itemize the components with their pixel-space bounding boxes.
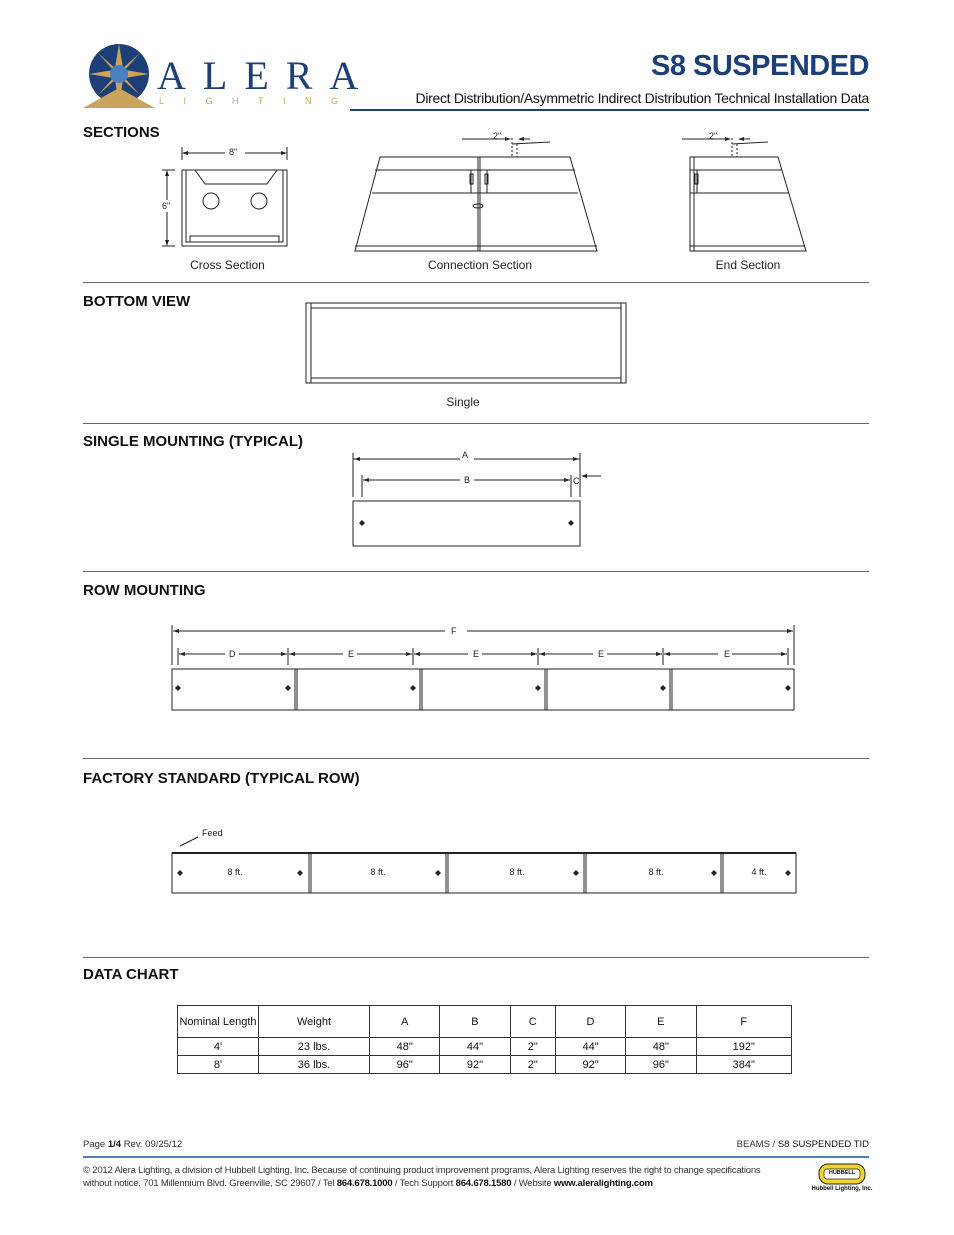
table-cell: 44" [440,1038,510,1056]
single-mounting-title: SINGLE MOUNTING (TYPICAL) [83,433,303,450]
table-header: Weight [259,1006,370,1038]
page-prefix: Page [83,1139,106,1150]
table-cell: 4' [178,1038,259,1056]
dim-height: 6" [162,201,171,211]
hubbell-badge-text: HUBBELL [828,1170,856,1176]
table-cell: 384" [696,1056,792,1074]
table-cell: 2" [510,1056,555,1074]
dim-d: D [229,649,236,659]
divider [83,957,869,958]
data-chart-table [177,1005,792,1074]
table-header: Nominal Length [178,1006,259,1038]
footer-rule [83,1156,869,1158]
segment-label: 8 ft. [648,867,664,877]
website-link[interactable]: www.aleralighting.com [553,1178,653,1189]
table-row [178,1056,792,1074]
dim-c: C [573,476,580,486]
table-cell: 48" [626,1038,696,1056]
connection-section-drawing [350,130,605,255]
dim-width: 8" [229,147,238,157]
end-section-label: End Section [715,258,781,272]
legal-line-1: © 2012 Alera Lighting, a division of Hubbell Lighting, Inc. Because of continuing product improvement programs, Alera Lighting reserves the right to change specifications [83,1165,761,1176]
row-mounting-drawing [165,620,805,715]
tech-label: / Tech Support [394,1178,454,1189]
divider [83,282,869,283]
segment-label: 4 ft. [751,867,767,877]
sections-title: SECTIONS [83,124,160,141]
cross-section-drawing [155,140,300,255]
dim-b: B [464,475,471,485]
table-header: D [555,1006,625,1038]
table-cell: 2" [510,1038,555,1056]
divider [83,571,869,572]
dim-e: E [473,649,480,659]
factory-title: FACTORY STANDARD (TYPICAL ROW) [83,770,360,787]
factory-row-drawing [170,825,800,895]
single-mounting-drawing [345,445,605,550]
doc-id [737,1139,869,1150]
dim-end: 2" [709,131,718,141]
tel-number: 864.678.1000 [336,1178,393,1189]
alera-logo [83,38,376,110]
table-header-row [178,1006,792,1038]
doc-name: S8 SUSPENDED TID [777,1139,869,1150]
table-row [178,1038,792,1056]
table-cell: 92" [555,1056,625,1074]
dim-e: E [598,649,605,659]
revision: Rev. 09/25/12 [123,1139,183,1150]
feed-label: Feed [202,828,223,838]
table-header: F [696,1006,792,1038]
table-header: E [626,1006,696,1038]
dim-e: E [348,649,355,659]
brand-sub: LIGHTING [159,96,358,106]
dim-e: E [724,649,731,659]
tech-number: 864.678.1580 [455,1178,512,1189]
table-cell: 8' [178,1056,259,1074]
table-cell: 96" [370,1056,440,1074]
web-label: / Website [513,1178,552,1189]
bottom-view-drawing [305,302,627,384]
divider [83,758,869,759]
legal-line-2 [83,1178,653,1189]
page-subtitle: Direct Distribution/Asymmetric Indirect Distribution Technical Installation Data [415,90,869,106]
row-mounting-title: ROW MOUNTING [83,582,206,599]
segment-label: 8 ft. [227,867,243,877]
dim-f: F [451,626,457,636]
doc-prefix: BEAMS / [736,1139,776,1150]
brand-name: ALERA [157,53,376,98]
page-number [83,1139,182,1150]
cross-section-label: Cross Section [190,258,265,272]
table-cell: 44" [555,1038,625,1056]
data-chart-title: DATA CHART [83,966,179,983]
table-cell: 192" [696,1038,792,1056]
legal-address: without notice. 701 Millennium Blvd. Greenville, SC 29607 / Tel [83,1178,335,1189]
table-cell: 92" [440,1056,510,1074]
table-cell: 23 lbs. [259,1038,370,1056]
dim-a: A [462,450,469,460]
table-header: A [370,1006,440,1038]
page-title: S8 SUSPENDED [650,50,869,82]
page-value: 1/4 [107,1139,122,1150]
hubbell-name: Hubbell Lighting, Inc. [811,1186,873,1192]
hubbell-logo [812,1161,872,1197]
bottom-view-title: BOTTOM VIEW [83,293,191,310]
bottom-view-label: Single [446,395,480,409]
segment-label: 8 ft. [509,867,525,877]
table-header: B [440,1006,510,1038]
end-section-drawing [680,130,810,255]
dim-conn: 2" [493,131,502,141]
table-header: C [510,1006,555,1038]
segment-label: 8 ft. [370,867,386,877]
table-cell: 36 lbs. [259,1056,370,1074]
table-cell: 48" [370,1038,440,1056]
table-cell: 96" [626,1056,696,1074]
header-rule [350,109,869,111]
connection-section-label: Connection Section [427,258,533,272]
divider [83,423,869,424]
